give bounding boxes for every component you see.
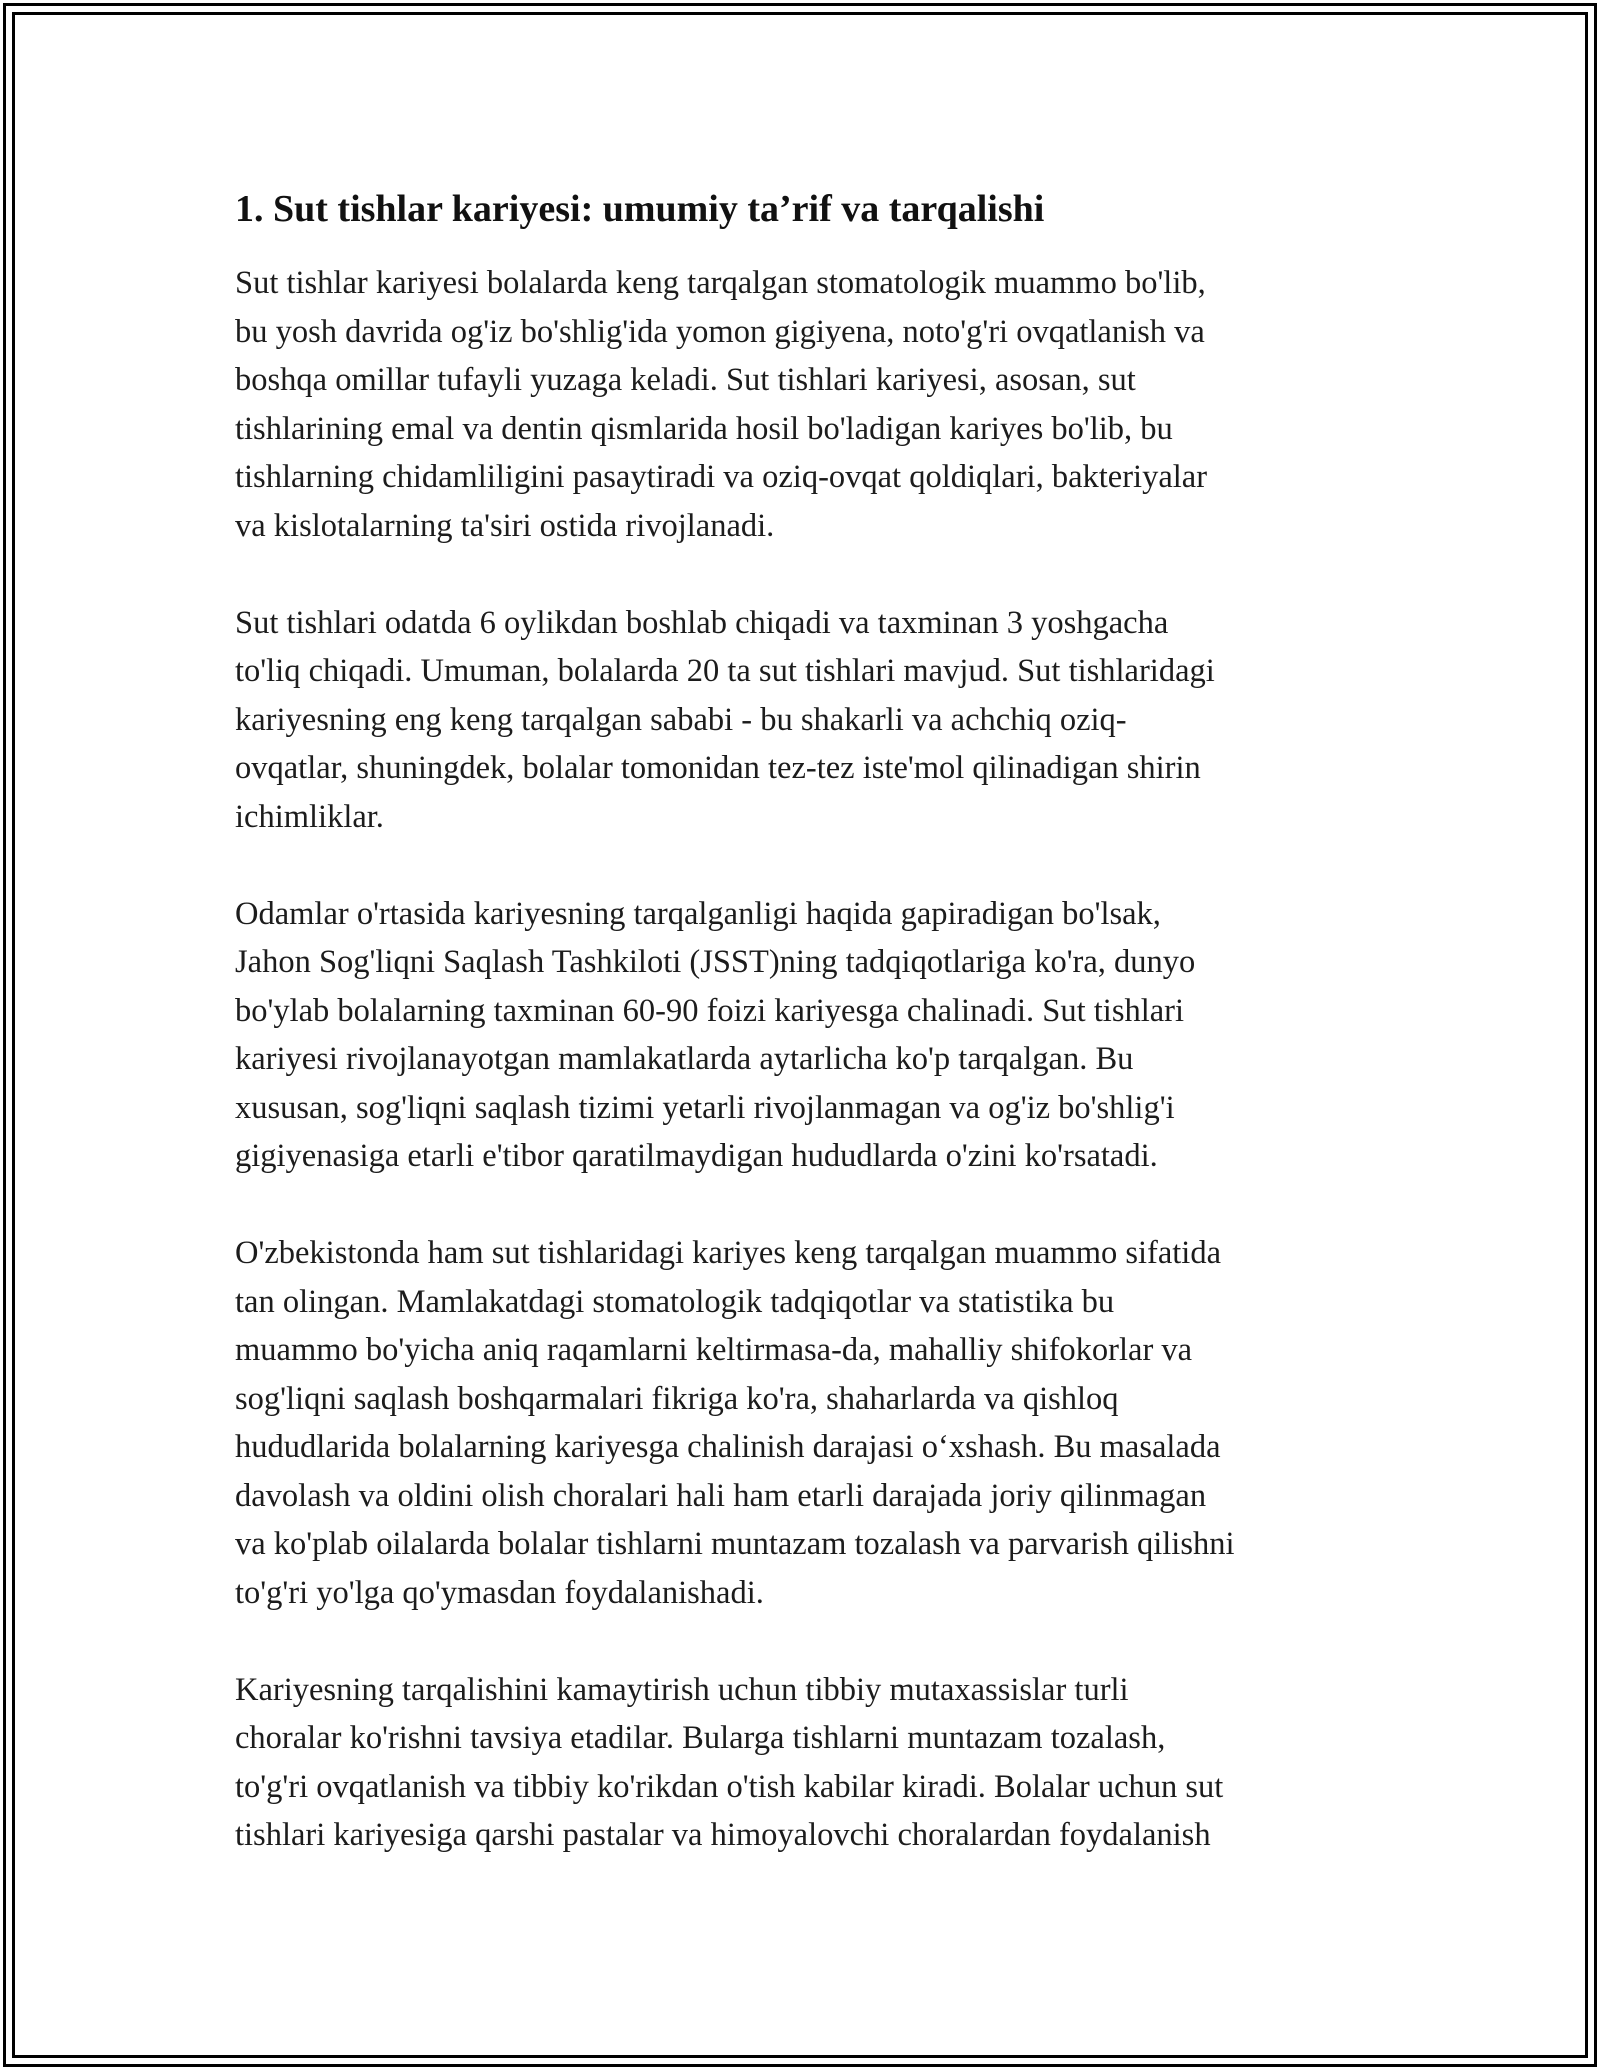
paragraph-eruption: Sut tishlari odatda 6 oylikdan boshlab chiqadi va taxminan 3 yoshgacha to'liq chiqadi. Umuman, bolalarda 20 ta sut tishlari mavjud. Sut tishlaridagi kariyesning eng keng tarqalgan sababi - bu shakarli va achchiq oziq- ovqatlar, shuningdek, bolalar tomonidan tez-tez iste'mol qilinadigan shirin ichimliklar. xyxy=(235,604,1215,835)
paragraph-prevalence-world: Odamlar o'rtasida kariyesning tarqalganligi haqida gapiradigan bo'lsak, Jahon Sog'liqni Saqlash Tashkiloti (JSST)ning tadqiqotlariga ko'ra, dunyo bo'ylab bolalarning taxminan 60-90 foizi kariyesga chalinadi. Sut tishlari kariyesi rivojlanayotgan mamlakatlarda aytarlicha ko'p tarqalgan. Bu xususan, sog'liqni saqlash tizimi yetarli rivojlanmagan va og'iz bo'shlig'i gigiyenasiga etarli e'tibor qaratilmaydigan hududlarda o'zini ko'rsatadi. xyxy=(235,895,1196,1174)
section-heading: 1. Sut tishlar kariyesi: umumiy ta’rif va tarqalishi xyxy=(235,188,1045,230)
paragraph-definition: Sut tishlar kariyesi bolalarda keng tarqalgan stomatologik muammo bo'lib, bu yosh davrida og'iz bo'shlig'ida yomon gigiyena, noto'g'ri ovqatlanish va boshqa omillar tufayli yuzaga keladi. Sut tishlari kariyesi, asosan, sut tishlarining emal va dentin qismlarida hosil bo'ladigan kariyes bo'lib, bu tishlarning chidamliligini pasaytiradi va oziq-ovqat qoldiqlari, bakteriyalar va kislotalarning ta'siri ostida rivojlanadi. xyxy=(235,265,1208,544)
paragraph-prevention: Kariyesning tarqalishini kamaytirish uchun tibbiy mutaxassislar turli choralar ko'rishni tavsiya etadilar. Bularga tishlarni muntazam tozalash, to'g'ri ovqatlanish va tibbiy ko'rikdan o'tish kabilar kiradi. Bolalar uchun sut tishlari kariyesiga qarshi pastalar va himoyalovchi choralardan foydalanish xyxy=(235,1671,1224,1853)
paragraph-prevalence-uzbekistan: O'zbekistonda ham sut tishlaridagi kariyes keng tarqalgan muammo sifatida tan olingan. Mamlakatdagi stomatologik tadqiqotlar va statistika bu muammo bo'yicha aniq raqamlarni keltirmasa-da, mahalliy shifokorlar va sog'liqni saqlash boshqarmalari fikriga ko'ra, shaharlarda va qishloq hududlarida bolalarning kariyesga chalinish darajasi o‘xshash. Bu masalada davolash va oldini olish choralari hali ham etarli darajada joriy qilinmagan va ko'plab oilalarda bolalar tishlarni muntazam tozalash va parvarish qilishni to'g'ri yo'lga qo'ymasdan foydalanishadi. xyxy=(235,1235,1235,1611)
document-body xyxy=(235,185,1375,1908)
